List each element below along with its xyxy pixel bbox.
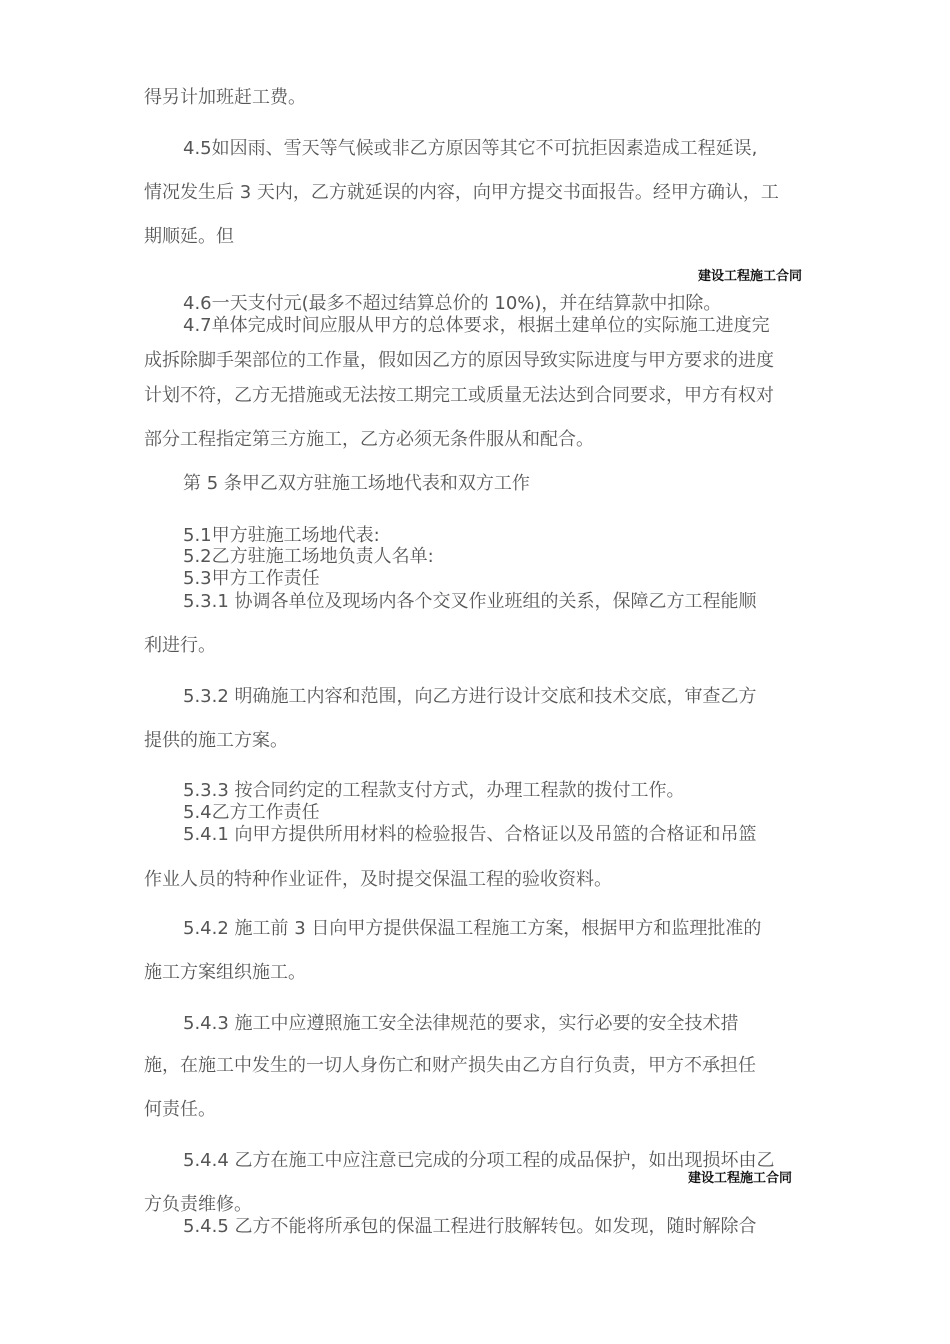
text-line: 5.3.2 明确施工内容和范围，向乙方进行设计交底和技术交底，审查乙方 <box>183 686 757 707</box>
text-line: 利进行。 <box>144 635 216 656</box>
text-line: 提供的施工方案。 <box>144 730 288 751</box>
text-line: 得另计加班赶工费。 <box>144 87 306 108</box>
text-line: 5.4.1 向甲方提供所用材料的检验报告、合格证以及吊篮的合格证和吊篮 <box>183 824 757 845</box>
text-line: 计划不符，乙方无措施或无法按工期完工或质量无法达到合同要求，甲方有权对 <box>144 385 774 406</box>
text-line: 5.3.1 协调各单位及现场内各个交叉作业班组的关系，保障乙方工程能顺 <box>183 591 757 612</box>
text-line: 5.4.2 施工前 3 日向甲方提供保温工程施工方案，根据甲方和监理批准的 <box>183 918 762 939</box>
text-line: 4.5如因雨、雪天等气候或非乙方原因等其它不可抗拒因素造成工程延误, <box>183 138 758 159</box>
section-heading: 第 5 条甲乙双方驻施工场地代表和双方工作 <box>183 473 530 494</box>
text-line: 4.7单体完成时间应服从甲方的总体要求，根据土建单位的实际施工进度完 <box>183 315 770 336</box>
text-line: 4.6一天支付元(最多不超过结算总价的 10%)，并在结算款中扣除。 <box>183 293 722 314</box>
text-line: 5.2乙方驻施工场地负责人名单: <box>183 546 434 567</box>
text-line: 何责任。 <box>144 1099 216 1120</box>
text-line: 5.3甲方工作责任 <box>183 568 320 589</box>
text-line: 5.4.4 乙方在施工中应注意已完成的分项工程的成品保护，如出现损坏由乙 <box>183 1150 775 1171</box>
text-line: 期顺延。但 <box>144 226 234 247</box>
text-line: 5.4.5 乙方不能将所承包的保温工程进行肢解转包。如发现，随时解除合 <box>183 1216 757 1237</box>
text-line: 5.4.3 施工中应遵照施工安全法律规范的要求，实行必要的安全技术措 <box>183 1013 739 1034</box>
running-header: 建设工程施工合同 <box>688 1171 793 1186</box>
text-line: 作业人员的特种作业证件，及时提交保温工程的验收资料。 <box>144 869 612 890</box>
text-line: 5.4乙方工作责任 <box>183 802 320 823</box>
text-line: 情况发生后 3 天内，乙方就延误的内容，向甲方提交书面报告。经甲方确认，工 <box>144 182 779 203</box>
running-header: 建设工程施工合同 <box>698 269 803 284</box>
text-line: 施工方案组织施工。 <box>144 962 306 983</box>
text-line: 施，在施工中发生的一切人身伤亡和财产损失由乙方自行负责，甲方不承担任 <box>144 1055 756 1076</box>
text-line: 部分工程指定第三方施工，乙方必须无条件服从和配合。 <box>144 429 594 450</box>
text-line: 5.1甲方驻施工场地代表: <box>183 525 380 546</box>
text-line: 5.3.3 按合同约定的工程款支付方式，办理工程款的拨付工作。 <box>183 780 685 801</box>
text-line: 成拆除脚手架部位的工作量，假如因乙方的原因导致实际进度与甲方要求的进度 <box>144 350 774 371</box>
text-line: 方负责维修。 <box>144 1194 252 1215</box>
